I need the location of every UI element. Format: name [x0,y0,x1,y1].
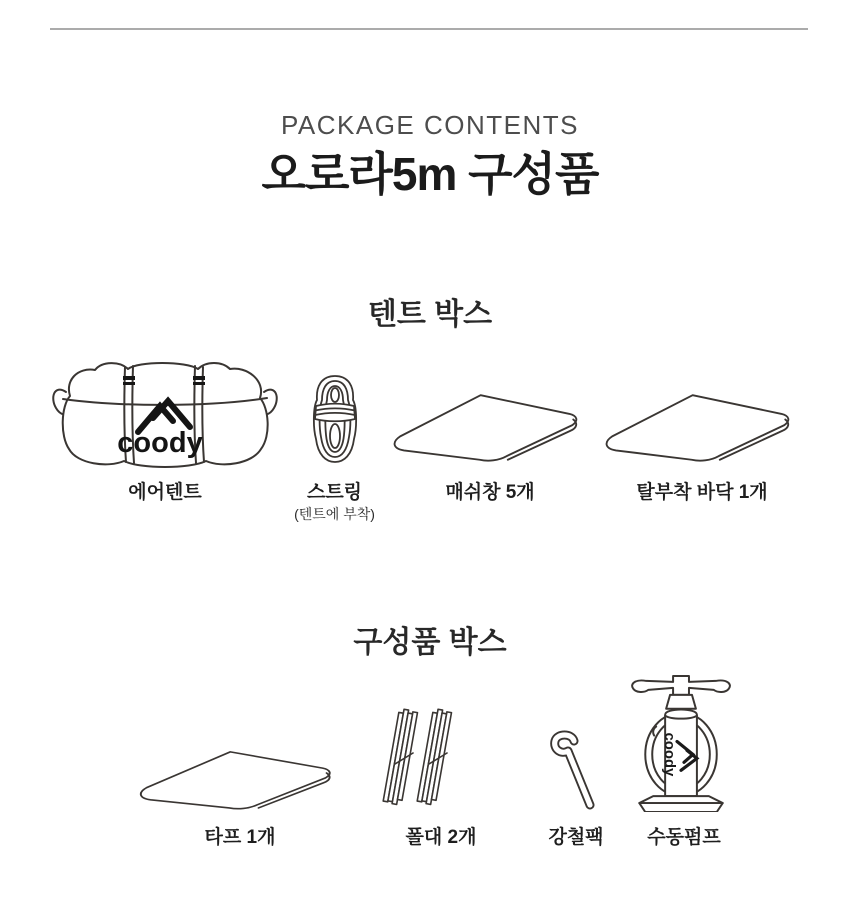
item-label: 강철팩 [548,827,604,848]
brand-logo-text: coody [661,732,678,777]
item-hand-pump [623,671,745,849]
top-divider [50,28,808,30]
item-label: 수동펌프 [647,827,721,848]
item-label: 타프 1개 [204,827,276,848]
section-heading-components-box: 구성품 박스 [353,626,507,659]
tent-poles-icon [376,706,506,812]
folded-tarp-icon [130,745,350,812]
item-label: 매쉬창 5개 [445,482,535,503]
item-poles [376,706,506,849]
item-mesh-window [380,384,600,504]
item-label: 스트링 [306,482,363,503]
item-string [277,371,392,522]
air-tent-bag-icon [50,354,280,472]
item-label: 폴대 2개 [405,827,477,848]
folded-detachable-floor-icon [592,384,812,465]
steel-peg-icon [520,729,632,812]
folded-mesh-window-icon [380,384,600,465]
string-rope-icon [277,371,392,465]
page-title: 오로라5m 구성품 [261,148,599,200]
item-detachable-floor [592,384,812,504]
item-label: 탈부착 바닥 1개 [636,482,768,503]
item-tarp [130,745,350,849]
item-sublabel: (텐트에 부착) [294,505,375,522]
hand-pump-icon [623,671,745,812]
item-steel-peg [520,729,632,849]
item-label: 에어텐트 [128,482,202,503]
item-air-tent [50,354,280,504]
section-heading-tent-box: 텐트 박스 [367,298,493,331]
brand-logo-text: coody [117,427,203,459]
eyebrow-title: PACKAGE CONTENTS [280,110,579,140]
